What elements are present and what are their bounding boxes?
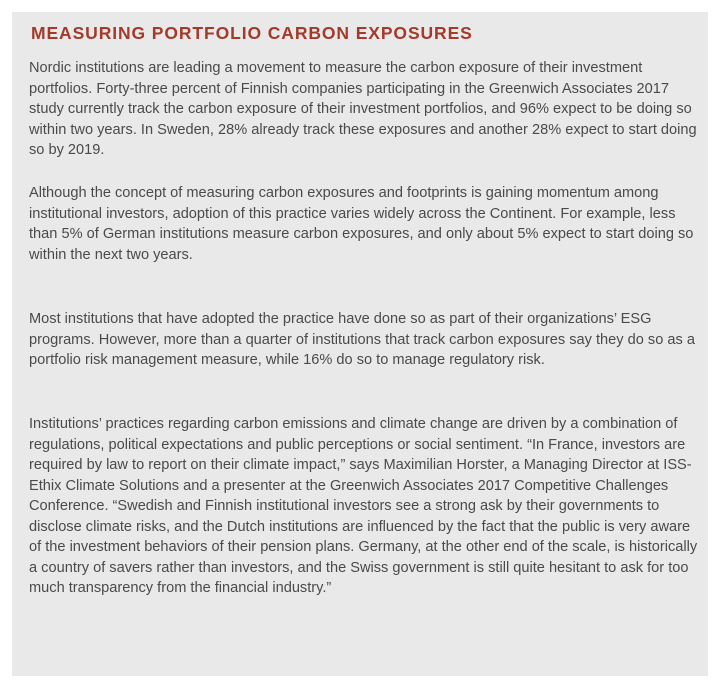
sidebar-title: MEASURING PORTFOLIO CARBON EXPOSURES <box>31 23 473 43</box>
sidebar-panel <box>12 12 708 676</box>
paragraph-esg-programs: Most institutions that have adopted the practice have done so as part of their organizations’ ESG programs. However, more than a quarter of institutions that track carbon exposures say they do so as a portfolio risk management measure, while 16% do so to manage regulatory risk. <box>29 311 695 368</box>
paragraph-practices-quote: Institutions’ practices regarding carbon emissions and climate change are driven by a combination of regulations, political expectations and public perceptions or social sentiment. “In France, investors are required by law to report on their climate impact,” says Maximilian Horster, a Managing Director at ISS-Ethix Climate Solutions and a presenter at the Greenwich Associates 2017 Competitive Challenges Conference. “Swedish and Finnish institutional investors see a strong ask by their governments to disclose climate risks, and the Dutch institutions are influenced by the fact that the public is very aware of the investment behaviors of their pension plans. Germany, at the other end of the scale, is historically a country of savers rather than investors, and the Swiss government is still quite hesitant to ask for too much transparency from the financial industry.” <box>29 416 698 596</box>
paragraph-continent-adoption: Although the concept of measuring carbon exposures and footprints is gaining momentum among institutional investors, adoption of this practice varies widely across the Continent. For example, less than 5% of German institutions measure carbon exposures, and only about 5% expect to start doing so within the next two years. <box>29 185 694 263</box>
paragraph-nordic-institutions: Nordic institutions are leading a movement to measure the carbon exposure of their investment portfolios. Forty-three percent of Finnish companies participating in the Greenwich Associates 2017 study currently track the carbon exposure of their investment portfolios, and 96% expect to be doing so within two years. In Sweden, 28% already track these exposures and another 28% expect to start doing so by 2019. <box>29 60 697 158</box>
